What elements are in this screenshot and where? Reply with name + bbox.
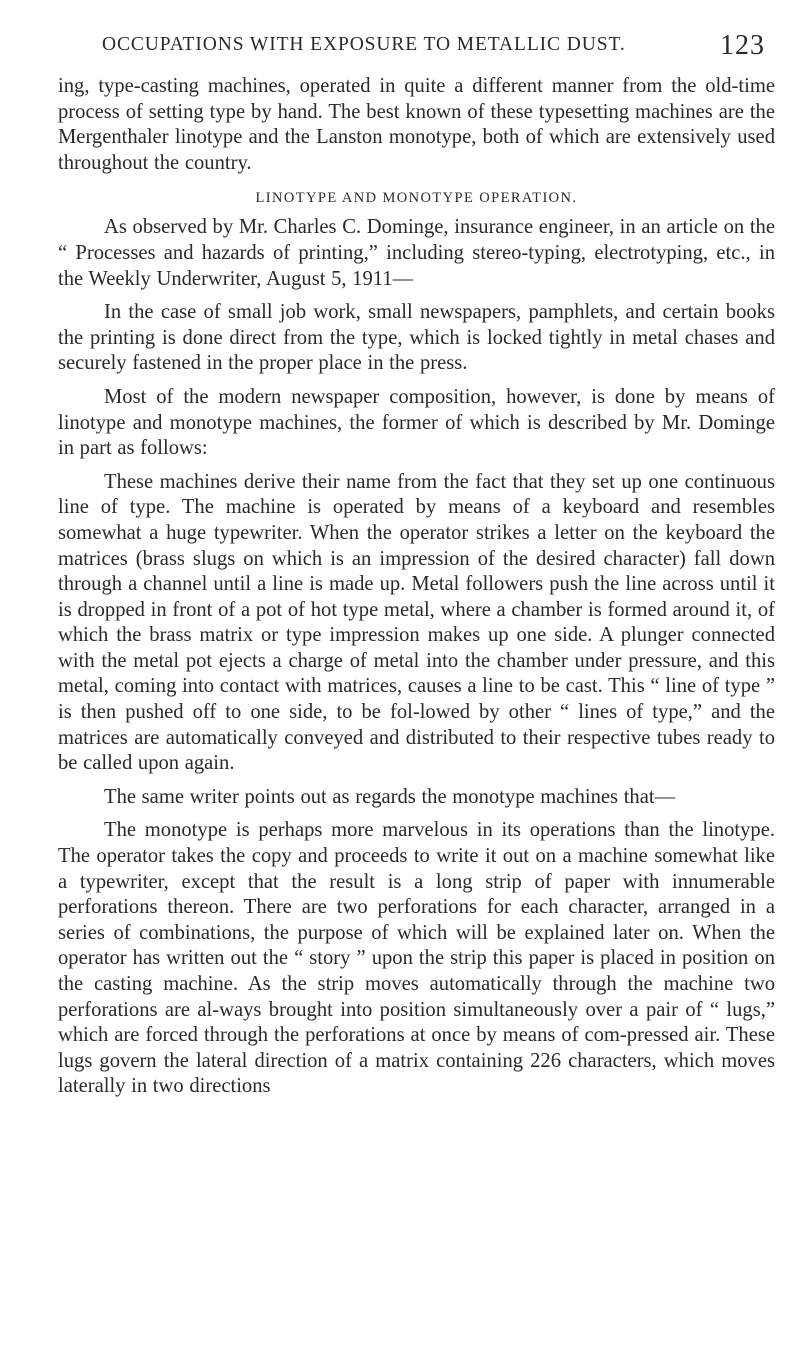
spacer [58, 462, 775, 470]
running-header [58, 30, 775, 62]
page-number: 123 [720, 30, 765, 61]
quote-linotype-description: These machines derive their name from the fact that they set up one continuous line of type. The machine is operated by means of a keyboard and resembles somewhat a huge typewriter. When the operator strikes a letter on the keyboard the matrices (brass slugs on which is an impression of the desired character) fall down through a channel until a line is made up. Metal followers push the line across until it is dropped in front of a pot of hot type metal, where a chamber is formed around it, of which the brass matrix or type impression makes up one side. A plunger connected with the metal pot ejects a charge of metal into the chamber under pressure, and this metal, coming into contact with matrices, causes a line to be cast. This “ line of type ” is then pushed off to one side, to be fol-lowed by other “ lines of type,” and the matrices are automatically conveyed and distributed to their respective tubes ready to be called upon again. [58, 470, 775, 775]
section-heading: LINOTYPE AND MONOTYPE OPERATION. [255, 190, 578, 207]
paragraph-newspaper-composition: Most of the modern newspaper composition, however, is done by means of linotype and monotype machines, the former of which is described by Mr. Dominge in part as follows: [58, 385, 775, 460]
paragraph-typecasting-intro: ing, type-casting machines, operated in quite a different manner from the old-time process of setting type by hand. The best known of these typesetting machines are the Mergenthaler linotype and the Lanston monotype, both of which are extensively used throughout the country. [58, 75, 775, 174]
spacer [58, 777, 775, 785]
book-page [58, 30, 775, 1100]
paragraph-monotype-intro: The same writer points out as regards the monotype machines that— [104, 785, 676, 808]
paragraph-dominge-citation: As observed by Mr. Charles C. Dominge, insurance engineer, in an article on the “ Processes and hazards of printing,” including stereo-typing, electrotyping, etc., in the Weekly Underwriter, August 5, 1911— [58, 216, 775, 290]
quote-small-job-work: In the case of small job work, small newspapers, pamphlets, and certain books the printing is done direct from the type, which is locked tightly in metal chases and securely fastened in the proper place in the press. [58, 301, 775, 375]
spacer [58, 377, 775, 385]
spacer [58, 292, 775, 300]
running-title: OCCUPATIONS WITH EXPOSURE TO METALLIC DUST. [102, 34, 626, 55]
spacer [58, 810, 775, 818]
quote-monotype-description: The monotype is perhaps more marvelous in its operations than the linotype. The operator takes the copy and proceeds to write it out on a machine somewhat like a typewriter, except that the result is a long strip of paper with innumerable perforations thereon. There are two perforations for each character, arranged in a series of combinations, the purpose of which will be explained later on. When the operator has written out the “ story ” upon the strip this paper is placed in position on the casting machine. As the strip moves automatically through the machine two perforations are al-ways brought into position simultaneously over a pair of “ lugs,” which are forced through the perforations at once by means of com-pressed air. These lugs govern the lateral direction of a matrix containing 226 characters, which moves laterally in two directions [58, 819, 775, 1098]
